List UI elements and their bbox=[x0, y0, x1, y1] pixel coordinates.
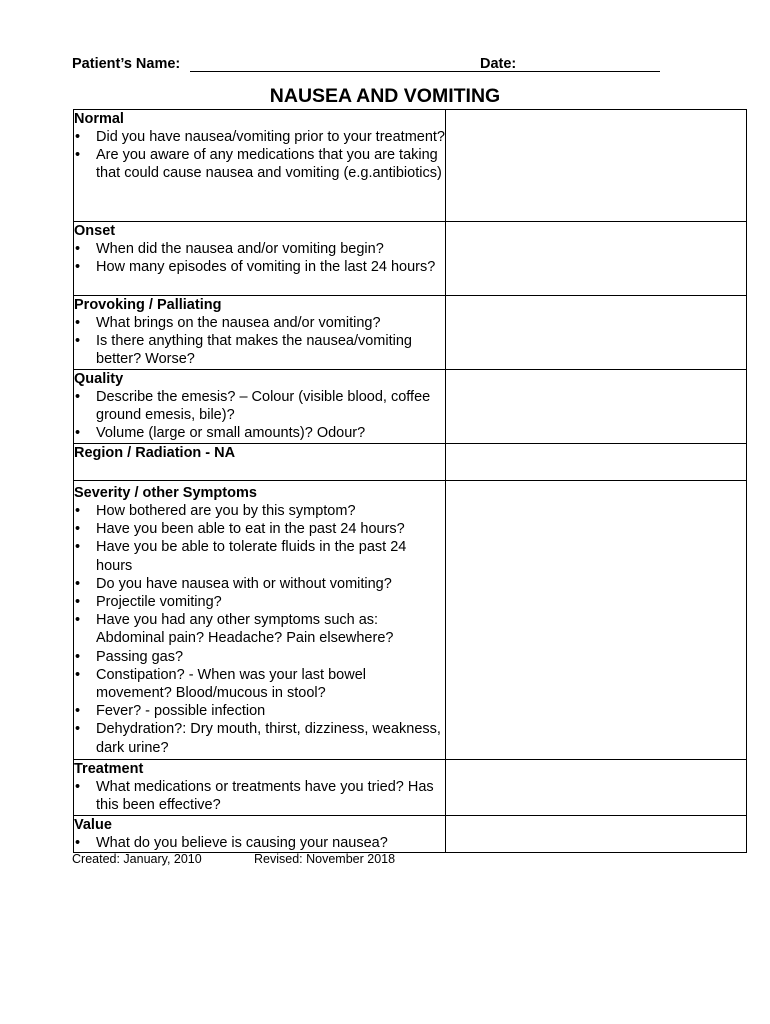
section-row-provoking bbox=[74, 296, 747, 370]
list-item: • Projectile vomiting? bbox=[74, 593, 445, 611]
question-cell bbox=[74, 296, 446, 370]
section-title: Onset bbox=[74, 223, 116, 239]
patient-name-label: Patient’s Name: bbox=[72, 56, 181, 72]
question-cell bbox=[74, 444, 446, 481]
assessment-table bbox=[73, 109, 747, 853]
section-title: Severity / other Symptoms bbox=[74, 485, 257, 501]
list-item: • Did you have nausea/vomiting prior to your treatment? bbox=[74, 128, 445, 146]
list-item: • Volume (large or small amounts)? Odour? bbox=[74, 424, 445, 442]
date-label: Date: bbox=[480, 56, 517, 72]
list-item: • Are you aware of any medications that you are taking that could cause nausea and vomiting (e.g.antibiotics) bbox=[74, 146, 445, 182]
section-row-treatment bbox=[74, 760, 747, 816]
answer-cell[interactable] bbox=[446, 370, 747, 444]
list-item: • Fever? - possible infection bbox=[74, 702, 445, 720]
section-row-normal bbox=[74, 110, 747, 222]
answer-cell[interactable] bbox=[446, 110, 747, 222]
section-title: Quality bbox=[74, 371, 124, 387]
section-row-severity bbox=[74, 481, 747, 760]
section-row-region bbox=[74, 444, 747, 481]
section-title: Treatment bbox=[74, 761, 144, 777]
question-cell bbox=[74, 760, 446, 816]
section-row-quality bbox=[74, 370, 747, 444]
list-item: • Do you have nausea with or without vomiting? bbox=[74, 575, 445, 593]
question-cell bbox=[74, 222, 446, 296]
section-title: Value bbox=[74, 817, 112, 833]
patient-name-field[interactable] bbox=[190, 71, 528, 72]
question-cell bbox=[74, 481, 446, 760]
answer-cell[interactable] bbox=[446, 481, 747, 760]
answer-cell[interactable] bbox=[446, 296, 747, 370]
section-title: Normal bbox=[74, 111, 124, 127]
question-cell bbox=[74, 110, 446, 222]
list-item: • Is there anything that makes the nausea/vomiting better? Worse? bbox=[74, 332, 445, 368]
list-item: • Dehydration?: Dry mouth, thirst, dizziness, weakness, dark urine? bbox=[74, 720, 445, 756]
question-cell bbox=[74, 370, 446, 444]
date-field[interactable] bbox=[518, 71, 660, 72]
answer-cell[interactable] bbox=[446, 222, 747, 296]
list-item: • What brings on the nausea and/or vomiting? bbox=[74, 314, 445, 332]
list-item: • Have you been able to eat in the past 24 hours? bbox=[74, 520, 445, 538]
answer-cell[interactable] bbox=[446, 444, 747, 481]
question-cell bbox=[74, 816, 446, 853]
footer bbox=[72, 852, 572, 868]
list-item: • What medications or treatments have you tried? Has this been effective? bbox=[74, 778, 445, 814]
section-title: Region / Radiation - NA bbox=[74, 445, 236, 461]
revised-date: Revised: November 2018 bbox=[254, 852, 396, 866]
list-item: • Describe the emesis? – Colour (visible blood, coffee ground emesis, bile)? bbox=[74, 388, 445, 424]
section-row-value bbox=[74, 816, 747, 853]
list-item: • What do you believe is causing your nausea? bbox=[74, 834, 445, 852]
section-title: Provoking / Palliating bbox=[74, 297, 222, 313]
answer-cell[interactable] bbox=[446, 760, 747, 816]
page-title: NAUSEA AND VOMITING bbox=[269, 85, 501, 107]
list-item: • Constipation? - When was your last bowel movement? Blood/mucous in stool? bbox=[74, 666, 445, 702]
list-item: • Have you had any other symptoms such as: Abdominal pain? Headache? Pain elsewhere? bbox=[74, 611, 445, 647]
header bbox=[72, 56, 672, 76]
answer-cell[interactable] bbox=[446, 816, 747, 853]
list-item: • How bothered are you by this symptom? bbox=[74, 502, 445, 520]
created-date: Created: January, 2010 bbox=[72, 852, 202, 866]
list-item: • Have you be able to tolerate fluids in the past 24 hours bbox=[74, 538, 445, 574]
list-item: • When did the nausea and/or vomiting begin? bbox=[74, 240, 445, 258]
list-item: • How many episodes of vomiting in the last 24 hours? bbox=[74, 258, 445, 276]
section-row-onset bbox=[74, 222, 747, 296]
list-item: • Passing gas? bbox=[74, 648, 445, 666]
